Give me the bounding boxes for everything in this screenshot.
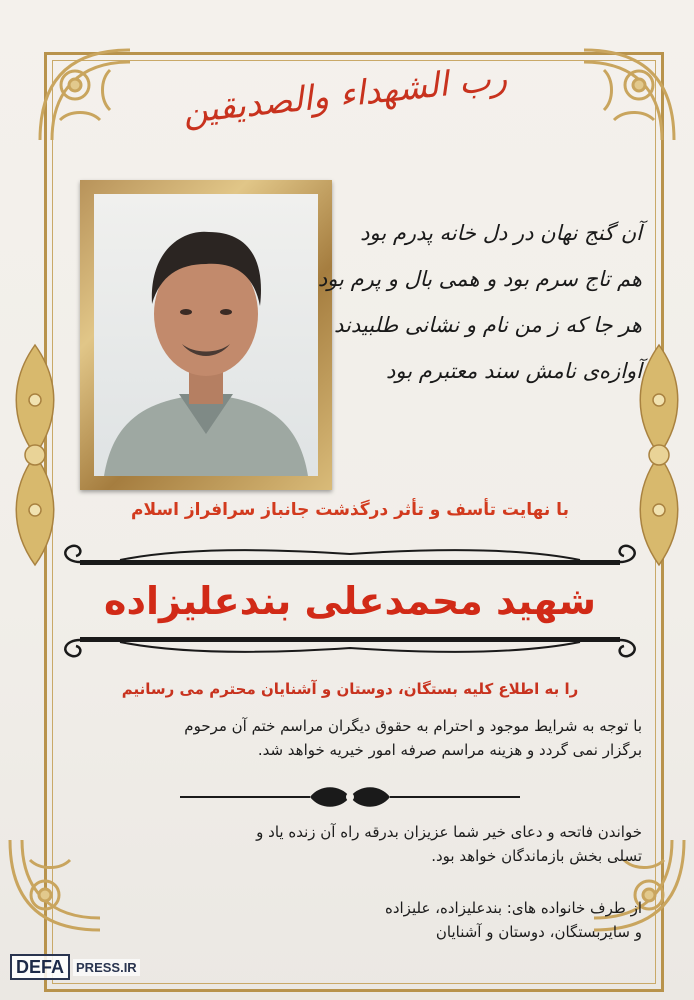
poem-line: هر جا که ز من نام و نشانی طلبیدند [333,313,642,337]
poem-line: هم تاج سرم بود و همی بال و پرم بود [317,267,642,291]
paragraph-line: برگزار نمی گردد و هزینه مراسم صرفه امور خیریه خواهد شد. [257,741,642,759]
ornamental-divider [180,782,520,812]
signature-line: از طرف خانواده های: بندعلیزاده، علیزاده [384,899,642,917]
watermark-suffix: PRESS.IR [73,959,140,976]
corner-ornament-top-right [574,40,684,150]
paragraph-line: تسلی بخش بازماندگان خواهد بود. [431,847,642,865]
deceased-name: شهید محمدعلی بندعلیزاده [104,579,596,623]
prayer-paragraph [62,820,642,868]
poem-line: آن گنج نهان در دل خانه پدرم بود [360,221,642,245]
ceremony-paragraph [62,714,642,762]
notice-line: را به اطلاع کلیه بستگان، دوستان و آشنایان محترم می رسانیم [121,680,579,698]
watermark-brand: DEFA [10,954,70,980]
portrait-figure [94,194,318,476]
signature-line: و سایربستگان، دوستان و آشنایان [435,923,642,941]
poem [317,210,642,394]
corner-ornament-top-left [30,40,140,150]
signature-block [62,896,642,944]
header-calligraphy: رب الشهداء والصدیقین [181,58,509,132]
condolence-line: با نهایت تأسف و تأثر درگذشت جانباز سرافراز اسلام [131,500,569,520]
poem-line: آوازه‌ی نامش سند معتبرم بود [386,359,642,383]
portrait-photo [94,194,318,476]
banner-ornament-bottom [60,634,640,662]
paragraph-line: خواندن فاتحه و دعای خیر شما عزیزان بدرقه راه آن زنده یاد و [256,823,642,841]
defa-press-watermark [10,954,140,980]
portrait-frame [80,180,332,490]
side-ornament-left [0,340,70,570]
paragraph-line: با توجه به شرایط موجود و احترام به حقوق دیگران مراسم ختم آن مرحوم [184,717,642,735]
banner-ornament-top [60,540,640,568]
